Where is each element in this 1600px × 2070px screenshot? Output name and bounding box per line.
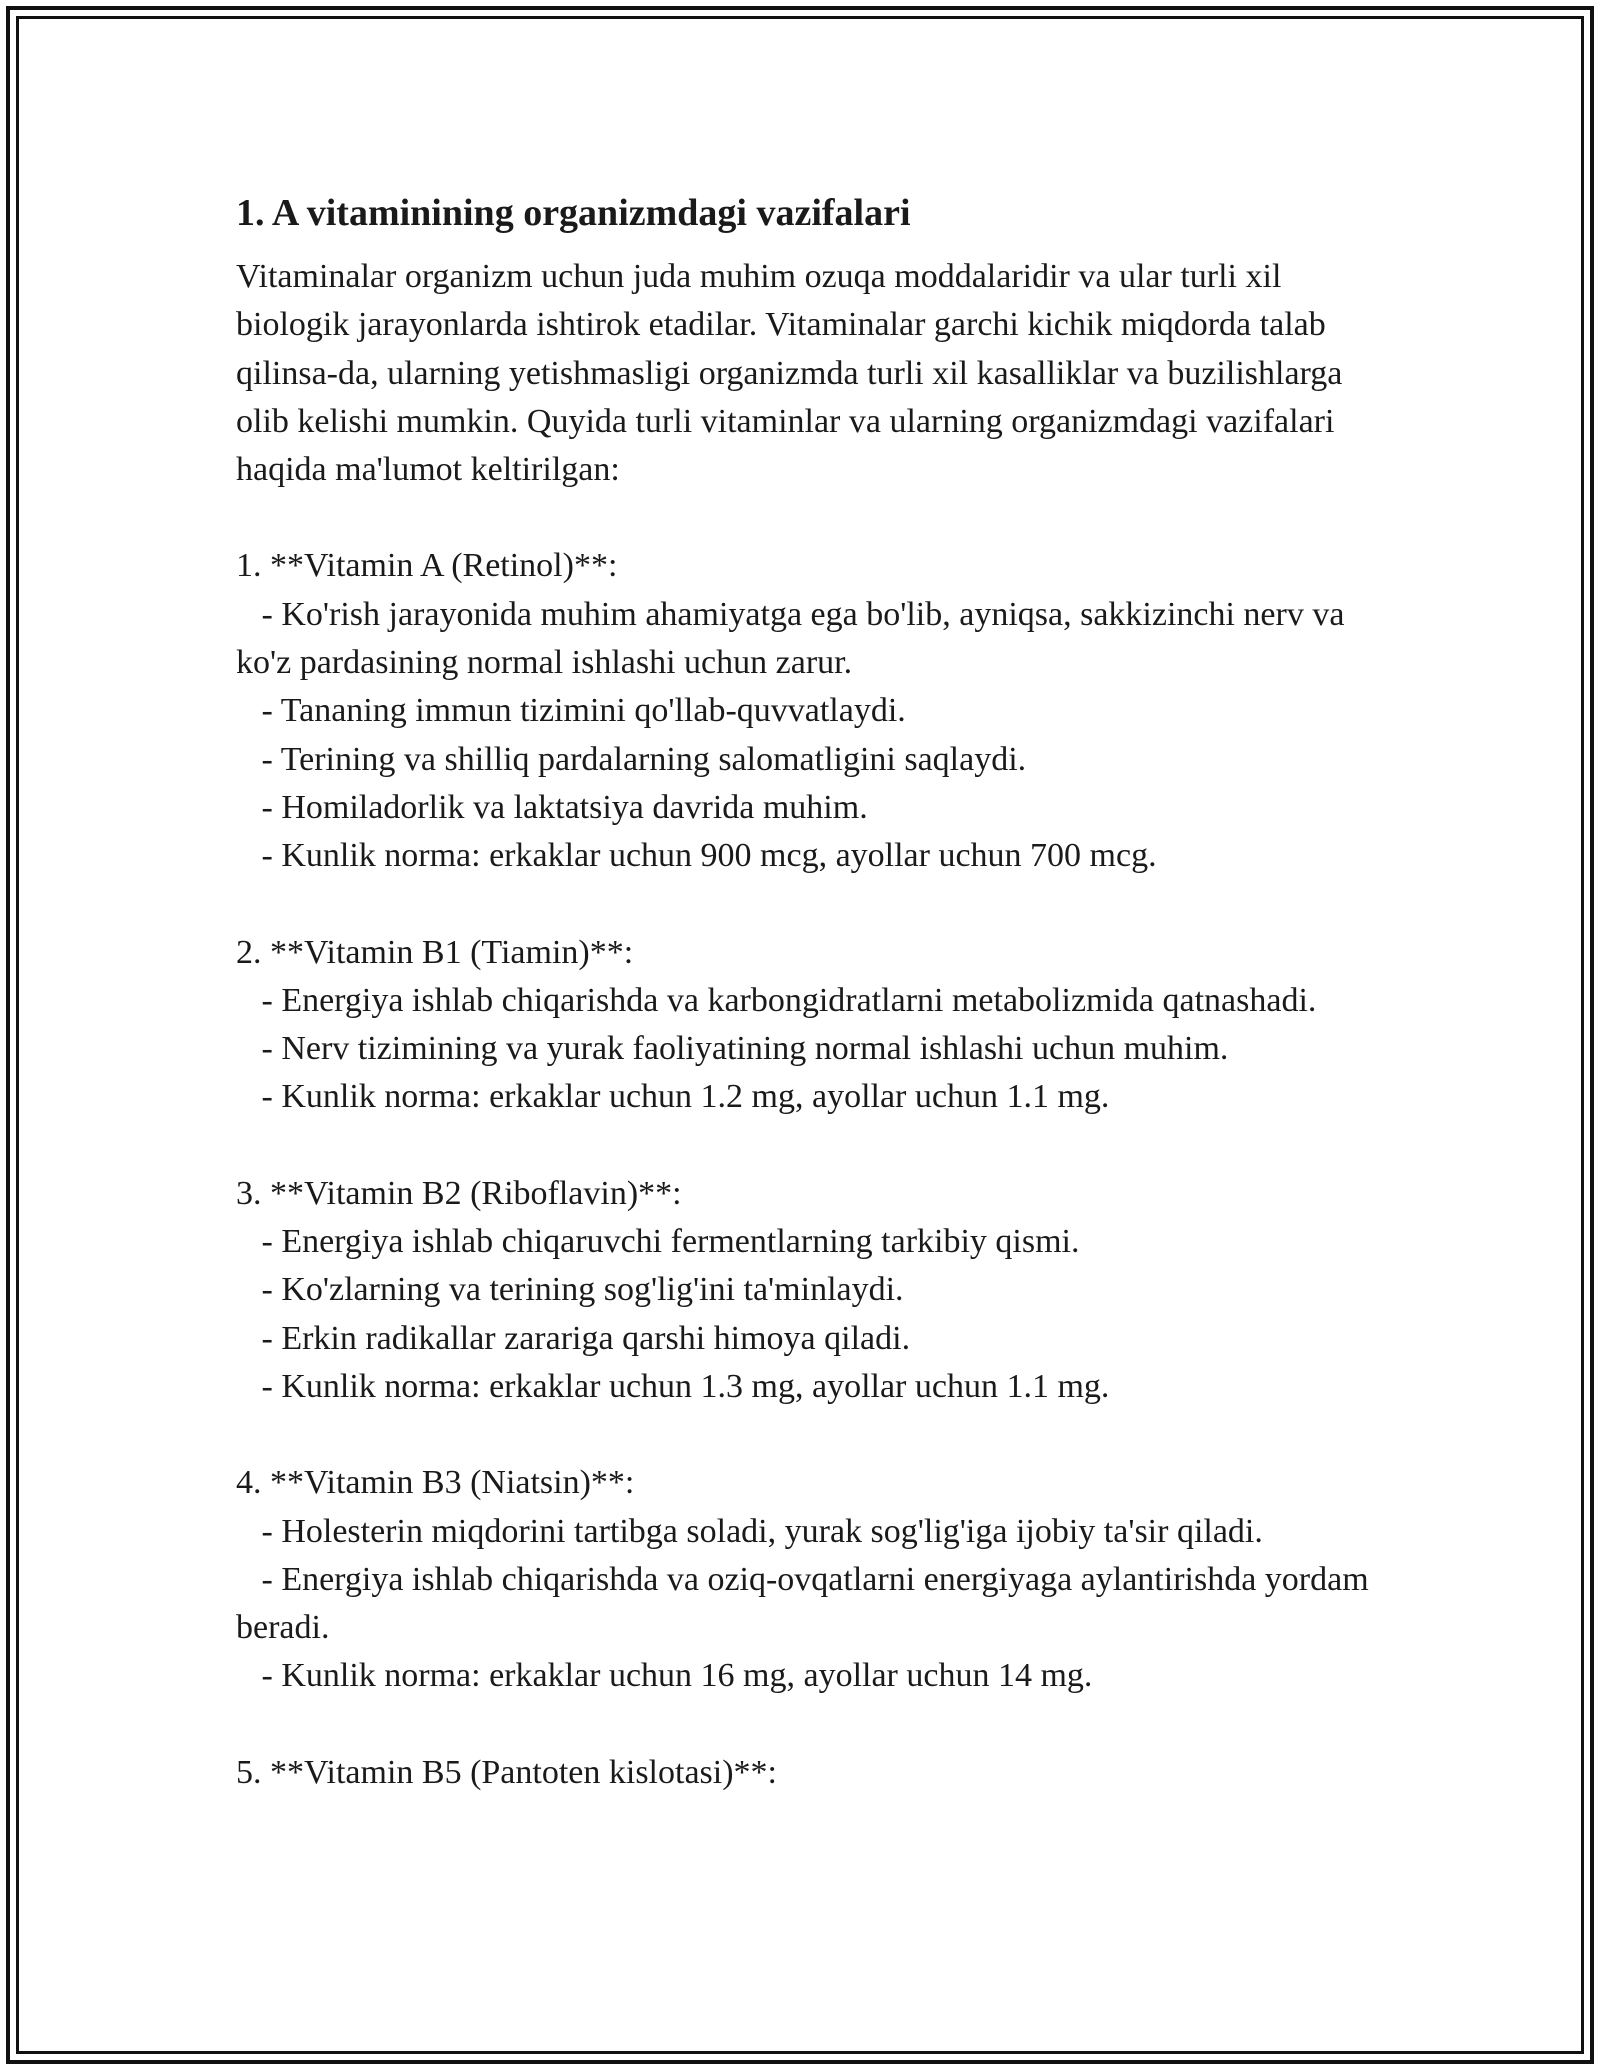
section-spacer xyxy=(236,881,1376,929)
bullet-item: - Terining va shilliq pardalarning salomatligini saqlaydi. xyxy=(236,740,1027,778)
bullet-item: - Energiya ishlab chiqarishda va karbongidratlarni metabolizmida qatnashadi. xyxy=(236,981,1317,1019)
bullet-item: - Ko'rish jarayonida muhim ahamiyatga ega bo'lib, ayniqsa, sakkizinchi nerv va ko'z pardasining normal ishlashi uchun zarur. xyxy=(236,595,1353,682)
bullet-item: - Ko'zlarning va terining sog'lig'ini ta'minlaydi. xyxy=(236,1271,904,1309)
section-spacer xyxy=(236,1411,1376,1459)
bullet-item: - Energiya ishlab chiqarishda va oziq-ovqatlarni energiyaga aylantirishda yordam beradi. xyxy=(236,1560,1378,1647)
vitamin-section xyxy=(236,1749,1376,1797)
vitamin-section xyxy=(236,929,1376,1122)
bullet-item: - Holesterin miqdorini tartibga soladi, yurak sog'lig'iga ijobiy ta'sir qiladi. xyxy=(236,1512,1263,1550)
section-spacer xyxy=(236,1122,1376,1170)
section-spacer xyxy=(236,1701,1376,1749)
section-heading: 2. **Vitamin B1 (Tiamin)**: xyxy=(236,933,634,971)
intro-paragraph: Vitaminalar organizm uchun juda muhim ozuqa moddalaridir va ular turli xil biologik jarayonlarda ishtirok etadilar. Vitaminalar garchi kichik miqdorda talab qilinsa-da, ularning yetishmasligi organizmda turli xil kasalliklar va buzilishlarga olib kelishi mumkin. Quyida turli vitaminlar va ularning organizmdagi vazifalari haqida ma'lumot keltirilgan: xyxy=(236,258,1351,489)
bullet-item: - Kunlik norma: erkaklar uchun 1.3 mg, ayollar uchun 1.1 mg. xyxy=(236,1367,1110,1405)
bullet-item: - Erkin radikallar zarariga qarshi himoya qiladi. xyxy=(236,1319,911,1357)
section-spacer xyxy=(236,494,1376,542)
section-heading: 4. **Vitamin B3 (Niatsin)**: xyxy=(236,1464,635,1502)
bullet-item: - Kunlik norma: erkaklar uchun 1.2 mg, ayollar uchun 1.1 mg. xyxy=(236,1078,1110,1116)
bullet-item: - Tananing immun tizimini qo'llab-quvvatlaydi. xyxy=(236,692,906,730)
bullet-item: - Nerv tizimining va yurak faoliyatining normal ishlashi uchun muhim. xyxy=(236,1030,1229,1068)
section-heading: 1. **Vitamin A (Retinol)**: xyxy=(236,547,618,585)
bullet-item: - Kunlik norma: erkaklar uchun 900 mcg, ayollar uchun 700 mcg. xyxy=(236,837,1157,875)
vitamin-section xyxy=(236,1170,1376,1411)
section-heading: 3. **Vitamin B2 (Riboflavin)**: xyxy=(236,1174,682,1212)
bullet-item: - Homiladorlik va laktatsiya davrida muhim. xyxy=(236,788,868,826)
section-heading: 5. **Vitamin B5 (Pantoten kislotasi)**: xyxy=(236,1753,777,1791)
bullet-item: - Kunlik norma: erkaklar uchun 16 mg, ayollar uchun 14 mg. xyxy=(236,1657,1093,1695)
vitamin-sections xyxy=(236,494,1376,1797)
vitamin-section xyxy=(236,1459,1376,1700)
vitamin-section xyxy=(236,542,1376,880)
bullet-item: - Energiya ishlab chiqaruvchi fermentlarning tarkibiy qismi. xyxy=(236,1223,1080,1261)
document-body xyxy=(236,185,1376,1797)
page-title: 1. A vitaminining organizmdagi vazifalari xyxy=(236,192,911,234)
